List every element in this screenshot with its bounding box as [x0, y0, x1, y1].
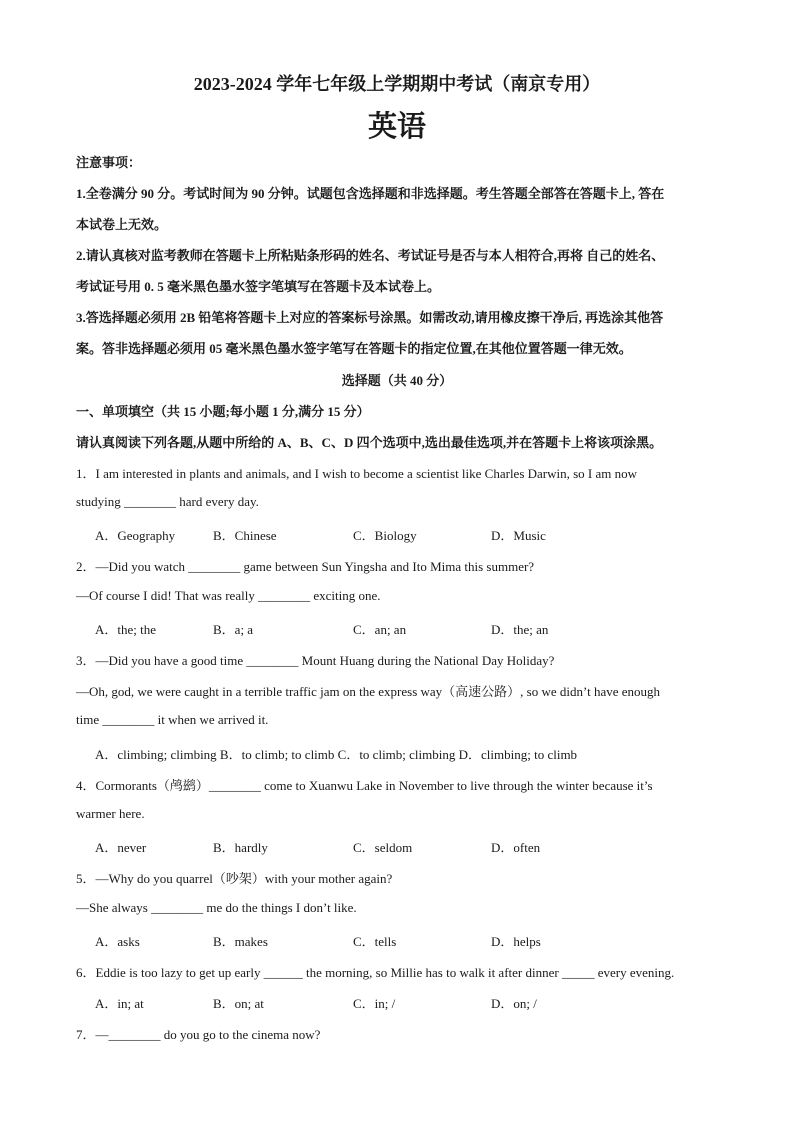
question-text: 4．Cormorants（鸬鹚）________ come to Xuanwu Lake in November to live through the winter because it’s — [76, 778, 653, 793]
notice-line: 2.请认真核对监考教师在答题卡上所粘贴条形码的姓名、考试证号是否与本人相符合,再将 自己的姓名、 — [76, 248, 665, 263]
exam-title: 2023-2024 学年七年级上学期期中考试（南京专用） — [193, 74, 601, 94]
question-text: —She always ________ me do the things I don’t like. — [76, 900, 357, 915]
question-text: 3．—Did you have a good time ________ Mount Huang during the National Day Holiday? — [76, 653, 555, 668]
option-c: C．tells — [353, 934, 397, 949]
option-d: D．often — [491, 840, 541, 855]
option-b: B．makes — [213, 934, 268, 949]
notice-line: 本试卷上无效。 — [76, 217, 168, 232]
question-text: time ________ it when we arrived it. — [76, 712, 269, 727]
question-text: —Of course I did! That was really ________ exciting one. — [76, 588, 381, 603]
option-d: D．the; an — [491, 622, 549, 637]
question-text: 6．Eddie is too lazy to get up early ______ the morning, so Millie has to walk it after dinner _____ every evening. — [76, 965, 675, 980]
question-text: 5．—Why do you quarrel（吵架）with your mother again? — [76, 871, 393, 886]
option-d: D．Music — [491, 528, 546, 543]
option-d: D．on; / — [491, 996, 537, 1011]
notice-line: 案。答非选择题必须用 05 毫米黑色墨水签字笔写在答题卡的指定位置,在其他位置答题一律无效。 — [76, 341, 632, 356]
option-b: B．a; a — [213, 622, 254, 637]
part-instruction: 请认真阅读下列各题,从题中所给的 A、B、C、D 四个选项中,选出最佳选项,并在答题卡上将该项涂黑。 — [76, 435, 663, 450]
option-a: A．the; the — [95, 622, 157, 637]
options-line: A．climbing; climbing B．to climb; to climb C．to climb; climbing D．climbing; to climb — [95, 747, 578, 762]
exam-subject: 英语 — [367, 111, 426, 143]
option-b: B．hardly — [213, 840, 268, 855]
question-text: studying ________ hard every day. — [76, 494, 259, 509]
option-d: D．helps — [491, 934, 541, 949]
option-a: A．never — [95, 840, 147, 855]
notice-heading: 注意事项： — [76, 155, 142, 170]
option-c: C．Biology — [353, 528, 417, 543]
question-text: warmer here. — [76, 806, 145, 821]
option-b: B．on; at — [213, 996, 264, 1011]
question-text: 7．—________ do you go to the cinema now? — [76, 1027, 321, 1042]
notice-line: 1.全卷满分 90 分。考试时间为 90 分钟。试题包含选择题和非选择题。考生答题全部答在答题卡上, 答在 — [76, 186, 665, 201]
notice-line: 考试证号用 0. 5 毫米黑色墨水签字笔填写在答题卡及本试卷上。 — [76, 279, 441, 294]
question-text: —Oh, god, we were caught in a terrible traffic jam on the express way（高速公路）, so we didn’t have enough — [76, 684, 661, 699]
notice-line: 3.答选择题必须用 2B 铅笔将答题卡上对应的答案标号涂黑。如需改动,请用橡皮擦干净后, 再选涂其他答 — [76, 310, 664, 325]
part-heading: 一、单项填空（共 15 小题;每小题 1 分,满分 15 分） — [76, 404, 370, 419]
option-a: A．in; at — [95, 996, 144, 1011]
option-b: B．Chinese — [213, 528, 277, 543]
option-a: A．asks — [95, 934, 140, 949]
question-text: 1．I am interested in plants and animals, and I wish to become a scientist like Charles Darwin, so I am now — [76, 466, 638, 481]
section-title: 选择题（共 40 分） — [341, 373, 453, 388]
option-c: C．an; an — [353, 622, 407, 637]
option-c: C．seldom — [353, 840, 413, 855]
option-a: A．Geography — [95, 528, 176, 543]
question-text: 2．—Did you watch ________ game between Sun Yingsha and Ito Mima this summer? — [76, 559, 535, 574]
option-c: C．in; / — [353, 996, 396, 1011]
